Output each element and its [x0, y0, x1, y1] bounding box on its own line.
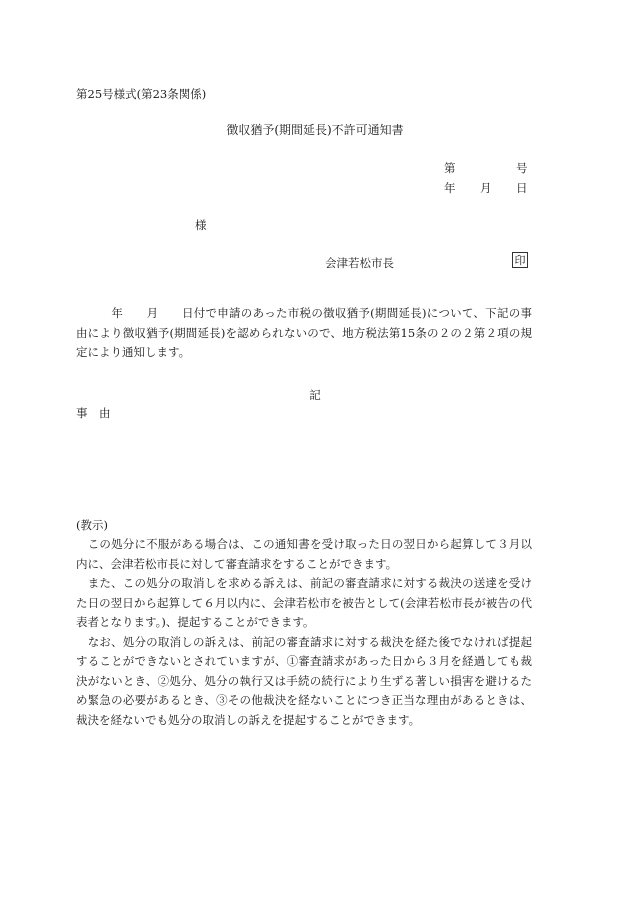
notice-body: 年 月 日付で申請のあった市税の徴収猶予(期間延長)について、下記の事由により徴収猶予(期間延長)を認められないので、地方税法第15条の２の２第２項の規定により通知します。 [76, 306, 532, 359]
reason-label: 事 由 [76, 406, 111, 420]
addressee-suffix: 様 [195, 218, 207, 232]
date-month: 月 [480, 181, 492, 195]
issuer-name: 会津若松市長 [325, 256, 394, 270]
date-year: 年 [444, 181, 456, 195]
number-prefix: 第 [444, 161, 456, 175]
seal-mark: 印 [512, 252, 528, 268]
instruction-paragraph-1: この処分に不服がある場合は、この通知書を受け取った日の翌日から起算して３月以内に、会津若松市長に対して審査請求をすることができます。 [76, 537, 532, 571]
date-day: 日 [516, 181, 528, 195]
form-number: 第25号様式(第23条関係) [76, 87, 207, 101]
instruction-text [76, 535, 532, 730]
number-suffix: 号 [516, 161, 528, 175]
ki-heading: 記 [309, 388, 321, 402]
document-title: 徴収猶予(期間延長)不許可通知書 [226, 123, 404, 137]
instruction-heading: (教示) [76, 518, 108, 532]
instruction-paragraph-2: また、この処分の取消しを求める訴えは、前記の審査請求に対する裁決の送達を受けた日の翌日から起算して６月以内に、会津若松市を被告として(会津若松市長が被告の代表者となります。)、提起することができます。 [76, 576, 532, 629]
instruction-paragraph-3: なお、処分の取消しの訴えは、前記の審査請求に対する裁決を経た後でなければ提起することができないとされていますが、①審査請求があった日から３月を経過しても裁決がないとき、②処分、処分の執行又は手続の続行により生ずる著しい損害を避けるため緊急の必要があるとき、③その他裁決を経ないことにつき正当な理由があるときは、裁決を経ないでも処分の取消しの訴えを提起することができます。 [76, 634, 532, 727]
